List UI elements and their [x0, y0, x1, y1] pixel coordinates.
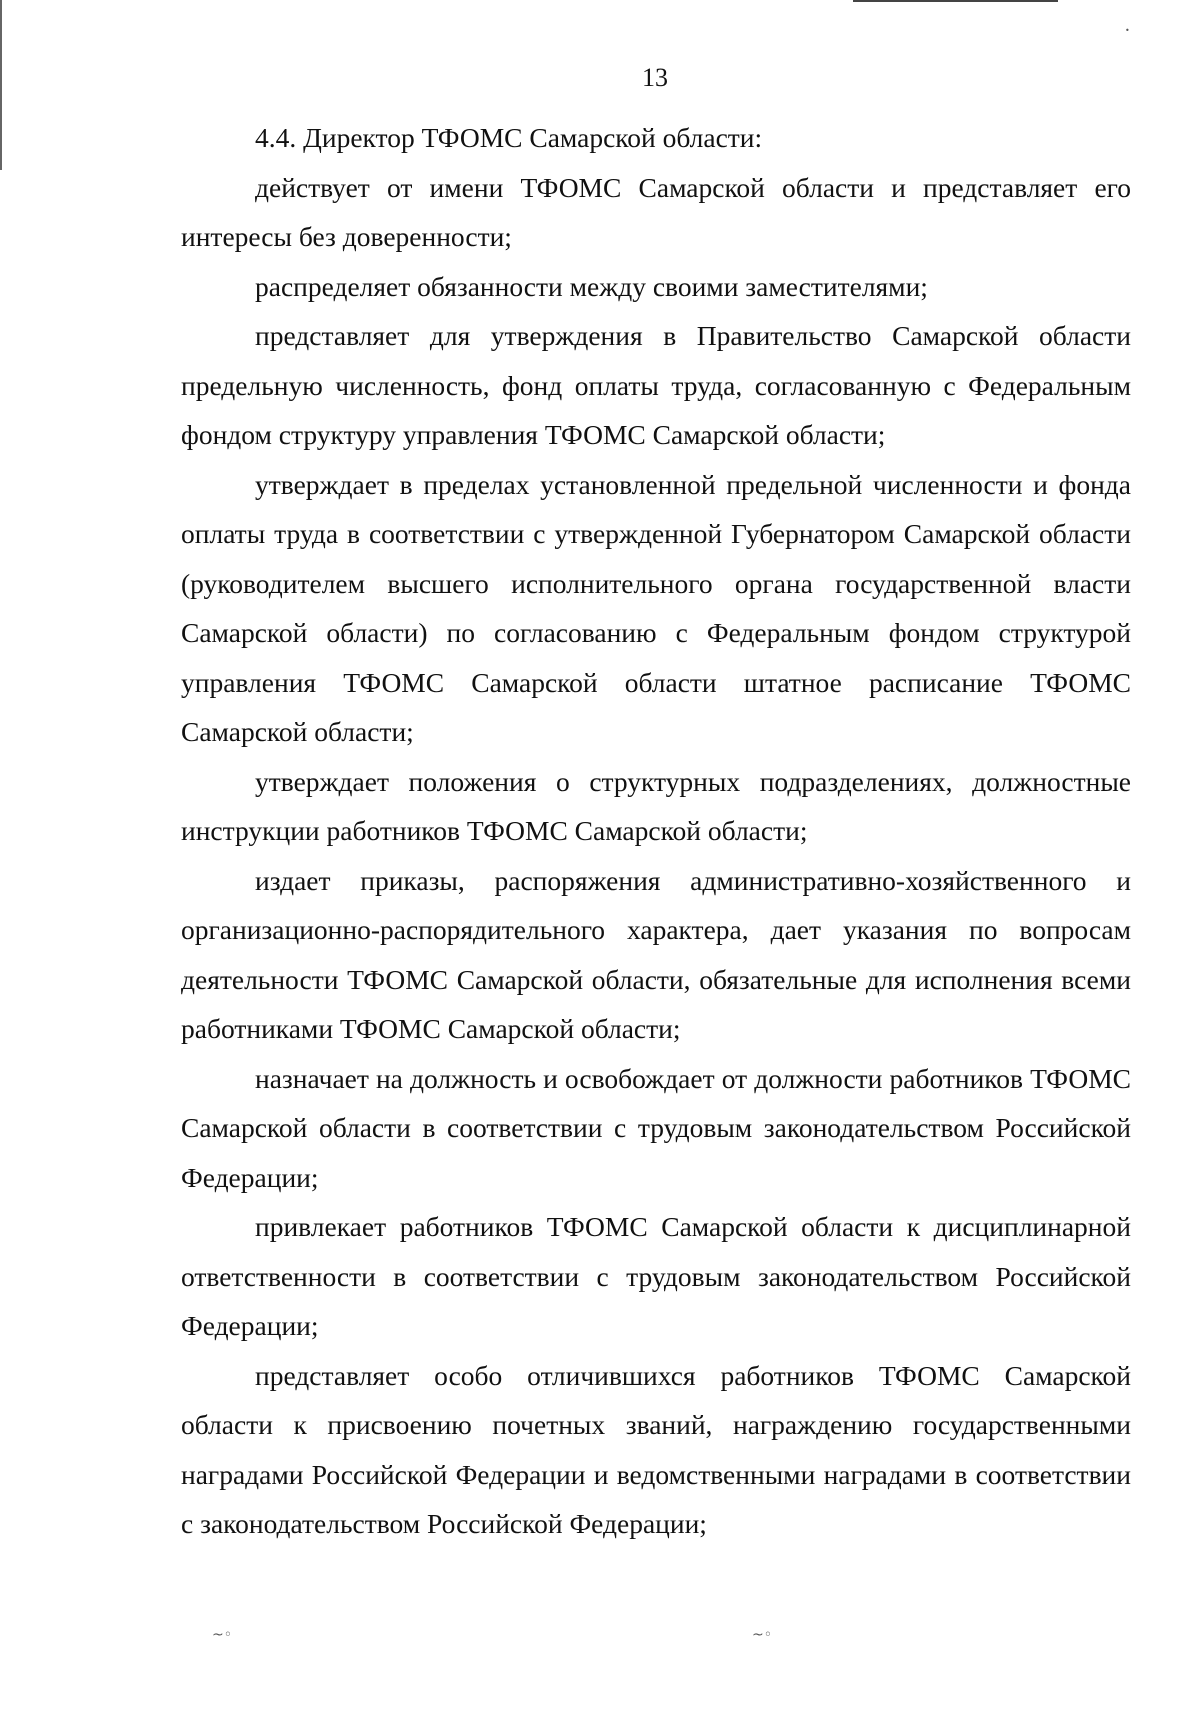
paragraph: утверждает в пределах установленной предельной численности и фонда оплаты труда в соответствии с утвержденной Губернатором Самарской области (руководителем высшего исполнительного органа государственной власти Самарской области) по согласованию с Федеральным фондом структурой управления ТФОМС Самарской области штатное расписание ТФОМС Самарской области;: [181, 468, 1131, 747]
paragraph: издает приказы, распоряжения административно-хозяйственного и организационно-распорядительного характера, дает указания по вопросам деятельности ТФОМС Самарской области, обязательные для исполнения всеми работниками ТФОМС Самарской области;: [181, 864, 1131, 1044]
scan-artifact: ~◦: [212, 1627, 232, 1643]
paragraph: распределяет обязанности между своими заместителями;: [255, 270, 928, 302]
paragraph: привлекает работников ТФОМС Самарской области к дисциплинарной ответственности в соответствии с трудовым законодательством Российской Федерации;: [181, 1211, 1131, 1341]
paragraph: действует от имени ТФОМС Самарской области и представляет его интересы без доверенности;: [181, 171, 1131, 252]
scan-artifact: ~◦: [752, 1627, 772, 1643]
paragraph: утверждает положения о структурных подразделениях, должностные инструкции работников ТФОМС Самарской области;: [181, 765, 1131, 846]
scan-edge-line: [853, 0, 1058, 2]
paragraph: назначает на должность и освобождает от должности работников ТФОМС Самарской области в соответствии с трудовым законодательством Российской Федерации;: [181, 1062, 1131, 1193]
scan-artifact: •: [1125, 26, 1130, 35]
paragraph: представляет особо отличившихся работников ТФОМС Самарской области к присвоению почетных званий, награждению государственными наградами Российской Федерации и ведомственными наградами в соответствии с законодательством Российской Федерации;: [181, 1359, 1131, 1539]
paragraph: представляет для утверждения в Правительство Самарской области предельную численность, фонд оплаты труда, согласованную с Федеральным фондом структуру управления ТФОМС Самарской области;: [181, 320, 1131, 450]
document-text: [181, 113, 1131, 1549]
page-number: 13: [642, 63, 668, 92]
section-heading: 4.4. Директор ТФОМС Самарской области:: [255, 122, 763, 153]
